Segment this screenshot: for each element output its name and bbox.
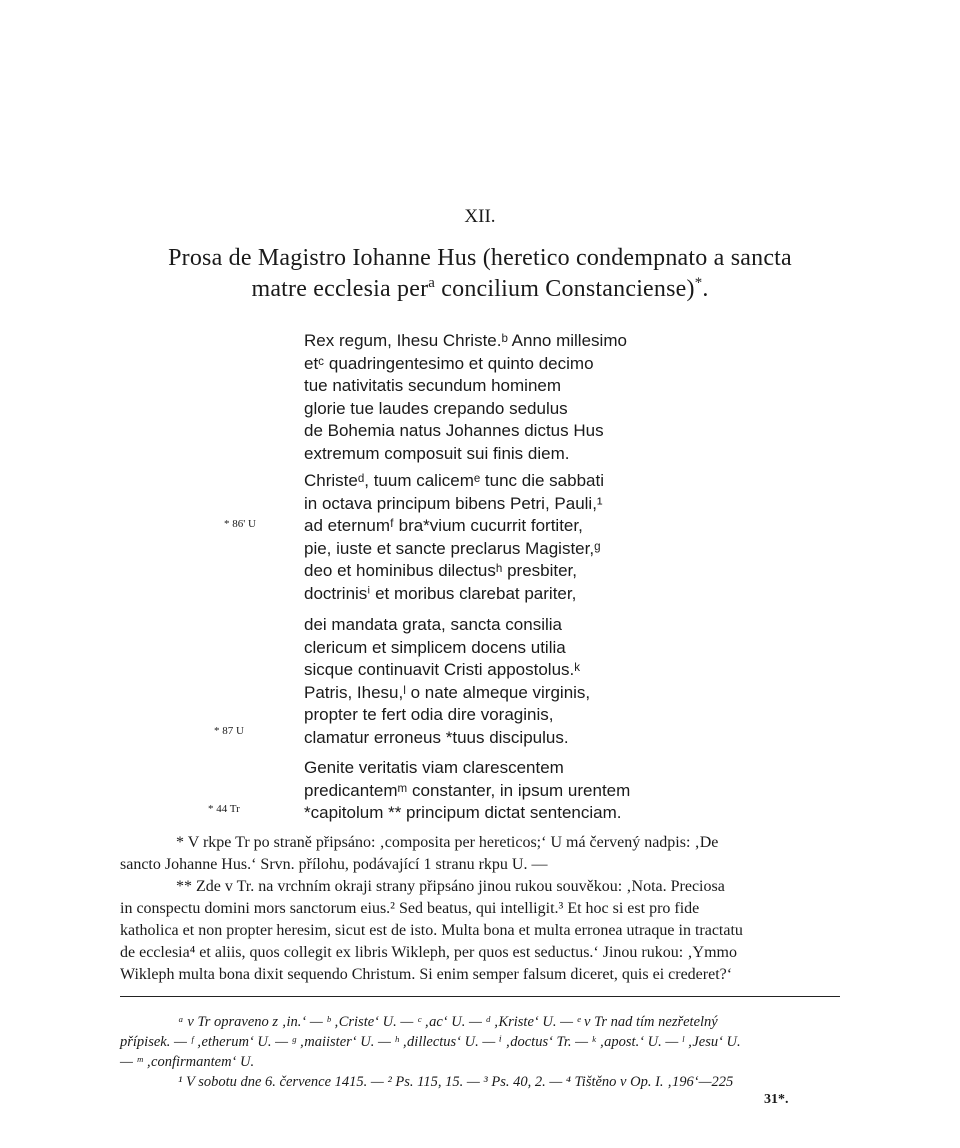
note-1-line-1: * V rkpe Tr po straně připsáno: ‚composita per hereticos;‘ U má červený nadpis: ‚De <box>176 834 719 851</box>
title-text-b: concilium Constanciense) <box>435 276 695 302</box>
title-text-a: matre ecclesia per <box>251 276 429 302</box>
note-1-line-2: sancto Johanne Hus.‘ Srvn. přílohu, podávající 1 stranu rkpu U. — <box>120 856 548 873</box>
verse-line: dei mandata grata, sancta consilia <box>304 615 562 634</box>
apparatus-line-2: přípisek. — ᶠ ‚etherum‘ U. — ᵍ ‚maiister‘ U. — ʰ ‚dillectus‘ U. — ⁱ ‚doctus‘ Tr. — ᵏ ‚apost.‘ U. — ˡ ‚Jesu‘ U. <box>120 1034 741 1050</box>
verse-line: pie, iuste et sancte preclarus Magister,ᵍ <box>304 538 601 558</box>
verse-line: clericum et simplicem docens utilia <box>304 637 566 657</box>
apparatus-line-4: ¹ V sobotu dne 6. července 1415. — ² Ps. 115, 15. — ³ Ps. 40, 2. — ⁴ Tištěno v Op. I. ‚196‘—225 <box>178 1074 734 1090</box>
note-2-line-3: katholica et non propter heresim, sicut est de isto. Multa bona et multa erronea utraque in tractatu <box>120 922 743 939</box>
verse-line: doctrinisⁱ et moribus clarebat pariter, <box>304 583 577 603</box>
apparatus-line-1: ᵃ v Tr opraveno z ‚in.‘ — ᵇ ‚Criste‘ U. — ᶜ ‚ac‘ U. — ᵈ ‚Kriste‘ U. — ᵉ v Tr nad tím nezřetelný <box>178 1014 718 1030</box>
verse-line: propter te fert odia dire voraginis, <box>304 705 554 724</box>
note-2-line-4: de ecclesia⁴ et aliis, quos collegit ex libris Wikleph, per quos est seductus.‘ Jinou rukou: ‚Ymmo <box>120 944 737 961</box>
title-sup: a <box>428 275 436 291</box>
verse-line: etᶜ quadringentesimo et quinto decimo <box>304 353 594 373</box>
apparatus-line-3: — ᵐ ‚confirmantem‘ U. <box>120 1054 255 1070</box>
verse-line: de Bohemia natus Johannes dictus Hus <box>304 421 604 440</box>
margin-ref-86-u: * 86' U <box>224 518 256 530</box>
verse-line: Genite veritatis viam clarescentem <box>304 758 564 777</box>
stanza-2 <box>304 470 604 605</box>
verse-line: Rex regum, Ihesu Christe.ᵇ Anno millesimo <box>304 331 627 350</box>
verse-line: Patris, Ihesu,ˡ o nate almeque virginis, <box>304 682 591 702</box>
verse-line: *capitolum ** principum dictat sentenciam. <box>304 803 622 822</box>
verse-line: in octava principum bibens Petri, Pauli,¹ <box>304 493 603 513</box>
verse-line: deo et hominibus dilectusʰ presbiter, <box>304 561 578 580</box>
margin-ref-44-tr: * 44 Tr <box>208 803 240 815</box>
stanza-4 <box>304 757 630 825</box>
footnote-divider <box>120 996 840 997</box>
verse-line: predicantemᵐ constanter, in ipsum urentem <box>304 780 631 800</box>
verse-line: tue nativitatis secundum hominem <box>304 376 562 395</box>
verse-line: Christeᵈ, tuum calicemᵉ tunc die sabbati <box>304 471 604 490</box>
note-2-line-1: ** Zde v Tr. na vrchním okraji strany připsáno jinou rukou souvěkou: ‚Nota. Preciosa <box>176 878 725 895</box>
stanza-1 <box>304 330 627 465</box>
note-2-line-5: Wikleph multa bona dixit sequendo Christum. Si enim semper falsum diceret, quis ei crederet?‘ <box>120 966 733 983</box>
title-line-2 <box>0 276 960 303</box>
stanza-3 <box>304 614 590 749</box>
verse-line: extremum composuit sui finis diem. <box>304 443 570 463</box>
editorial-notes <box>120 832 840 986</box>
note-2-line-2: in conspectu domini mors sanctorum eius.² Sed beatus, qui intelligit.³ Et hoc si est pro fide <box>120 900 700 917</box>
verse-line: clamatur erroneus *tuus discipulus. <box>304 727 569 747</box>
title-star: * <box>694 275 703 291</box>
verse-line: sicque continuavit Cristi appostolus.ᵏ <box>304 660 581 679</box>
signature-mark: 31*. <box>764 1092 789 1107</box>
title-line-1: Prosa de Magistro Iohanne Hus (heretico condempnato a sancta <box>168 245 792 271</box>
margin-ref-87-u: * 87 U <box>214 725 244 737</box>
verse-line: glorie tue laudes crepando sedulus <box>304 398 568 418</box>
title-end: . <box>702 276 709 302</box>
verse-line: ad eternumᶠ bra*vium cucurrit fortiter, <box>304 516 583 535</box>
section-number: XII. <box>464 206 496 227</box>
